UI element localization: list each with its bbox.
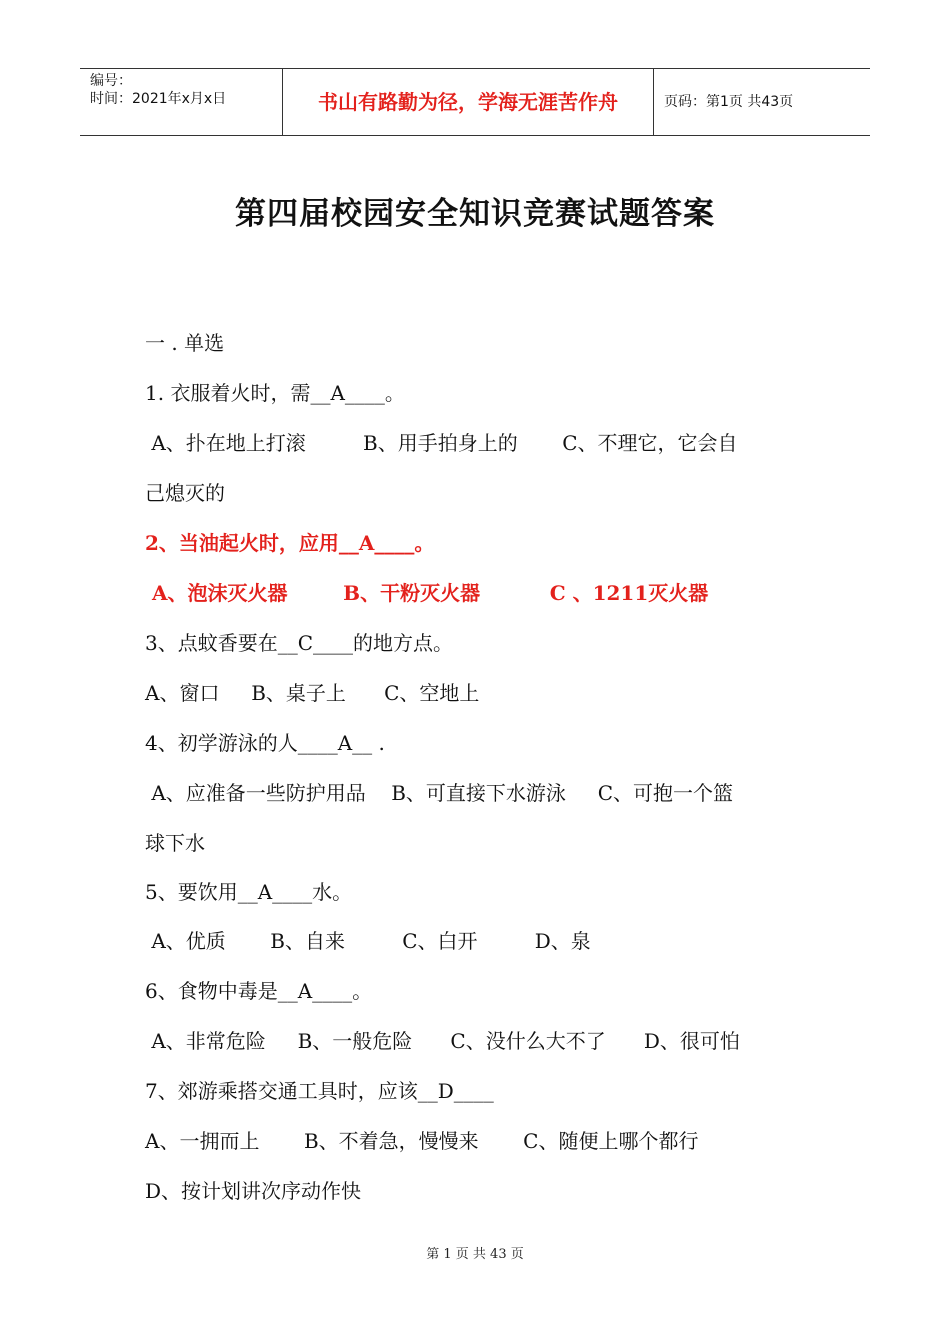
header-motto: 书山有路勤为径，学海无涯苦作舟 [282, 69, 654, 135]
page-footer: 第 1 页 共 43 页 [426, 1247, 524, 1262]
question-3-options: A、窗口 B、桌子上 C、空地上 [145, 681, 480, 705]
question-7-options: A、一拥而上 B、不着急，慢慢来 C、随便上哪个都行 [145, 1129, 699, 1153]
document-header [80, 68, 870, 136]
question-6: 6、食物中毒是__A____。 [145, 979, 373, 1003]
number-label: 编号： [90, 73, 132, 89]
question-1-options: A、扑在地上打滚 B、用手拍身上的 C、不理它，它会自 [145, 431, 738, 455]
question-5-options: A、优质 B、自来 C、白开 D、泉 [145, 929, 591, 953]
question-4-options-continued: 球下水 [145, 831, 205, 855]
question-4-options: A、应准备一些防护用品 B、可直接下水游泳 C、可抱一个篮 [145, 781, 734, 805]
question-5: 5、要饮用__A____水。 [145, 880, 353, 904]
question-7-options-continued: D、按计划讲次序动作快 [145, 1179, 362, 1203]
header-meta [80, 69, 282, 135]
question-1: 1. 衣服着火时，需__A____。 [145, 381, 405, 405]
header-page-code: 页码：第1页 共43页 [664, 94, 794, 110]
page-title: 第四届校园安全知识竞赛试题答案 [235, 196, 715, 232]
question-2: 2、当油起火时，应用__A____。 [145, 531, 435, 555]
section-heading: 一 . 单选 [145, 331, 225, 355]
question-2-options: A、泡沫灭火器 B、干粉灭火器 C 、1211灭火器 [145, 581, 709, 605]
question-3: 3、点蚊香要在__C____的地方点。 [145, 631, 454, 655]
question-6-options: A、非常危险 B、一般危险 C、没什么大不了 D、很可怕 [145, 1029, 740, 1053]
question-7: 7、郊游乘搭交通工具时，应该__D____ [145, 1079, 494, 1103]
question-1-options-continued: 己熄灭的 [145, 481, 225, 505]
time-label: 时间：2021年x月x日 [90, 91, 227, 107]
question-4: 4、初学游泳的人____A__ . [145, 731, 385, 755]
